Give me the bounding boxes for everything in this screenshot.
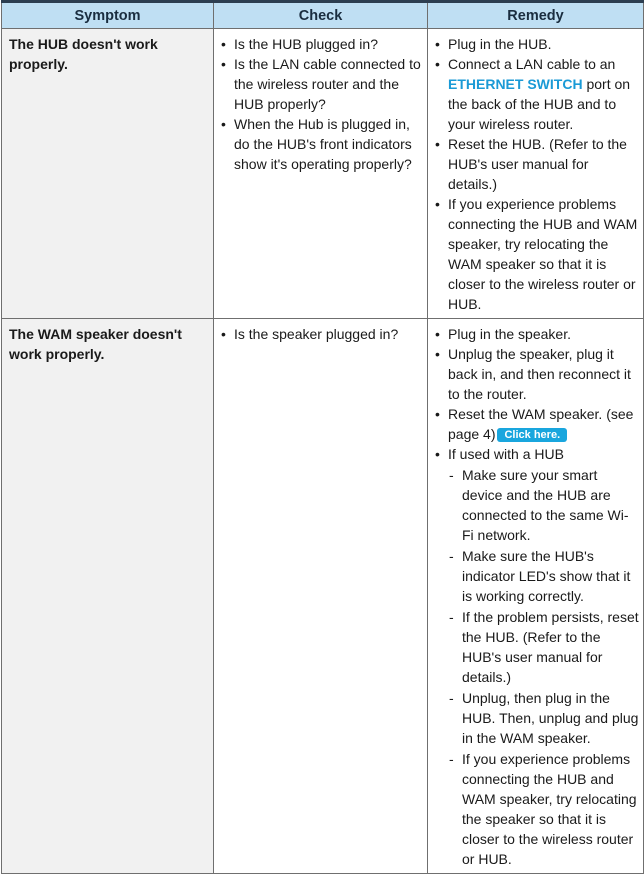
remedy-item: • Unplug the speaker, plug it back in, and then reconnect it to the router. [434,344,639,404]
remedy-item [434,444,639,869]
header-check: Check [214,2,428,29]
check-item: • Is the speaker plugged in? [220,324,423,344]
remedy-subitem: - Make sure the HUB's indicator LED's show that it is working correctly. [448,546,639,606]
remedy-item [434,404,639,444]
check-item: • Is the LAN cable connected to the wireless router and the HUB properly? [220,54,423,114]
ethernet-switch-label: ETHERNET SWITCH [448,76,583,92]
remedy-text: Connect a LAN cable to an [448,56,616,72]
remedy-item: • Plug in the HUB. [434,34,639,54]
table-row [2,29,644,319]
remedy-item: • Reset the HUB. (Refer to the HUB's user manual for details.) [434,134,639,194]
remedy-cell [428,319,644,874]
remedy-text: If used with a HUB [448,446,564,462]
table-row [2,319,644,874]
remedy-item: • If you experience problems connecting the HUB and WAM speaker, try relocating the WAM speaker so that it is closer to the wireless router or HUB. [434,194,639,314]
troubleshooting-table [1,0,644,874]
symptom-cell: The WAM speaker doesn't work properly. [2,319,214,874]
remedy-subitem: - Make sure your smart device and the HUB are connected to the same Wi-Fi network. [448,465,639,545]
remedy-subitem: - If the problem persists, reset the HUB. (Refer to the HUB's user manual for details.) [448,607,639,687]
remedy-list [434,324,639,869]
check-cell [214,29,428,319]
check-item: • When the Hub is plugged in, do the HUB's front indicators show it's operating properly? [220,114,423,174]
remedy-item [434,54,639,134]
remedy-text: Reset the WAM speaker. (see page 4) [448,406,634,442]
click-here-button[interactable]: Click here. [497,428,567,442]
table-header-row [2,2,644,29]
remedy-subitem: - If you experience problems connecting the HUB and WAM speaker, try relocating the speaker so that it is closer to the wireless router or HUB. [448,749,639,869]
remedy-text: port on the back of the HUB and to your wireless router. [448,76,631,132]
check-cell [214,319,428,874]
header-symptom: Symptom [2,2,214,29]
symptom-cell: The HUB doesn't work properly. [2,29,214,319]
check-list [220,34,423,174]
remedy-subitem: - Unplug, then plug in the HUB. Then, unplug and plug in the WAM speaker. [448,688,639,748]
header-remedy: Remedy [428,2,644,29]
remedy-list [434,34,639,314]
remedy-cell [428,29,644,319]
remedy-item: • Plug in the speaker. [434,324,639,344]
check-list [220,324,423,344]
remedy-sublist [448,465,639,869]
check-item: • Is the HUB plugged in? [220,34,423,54]
